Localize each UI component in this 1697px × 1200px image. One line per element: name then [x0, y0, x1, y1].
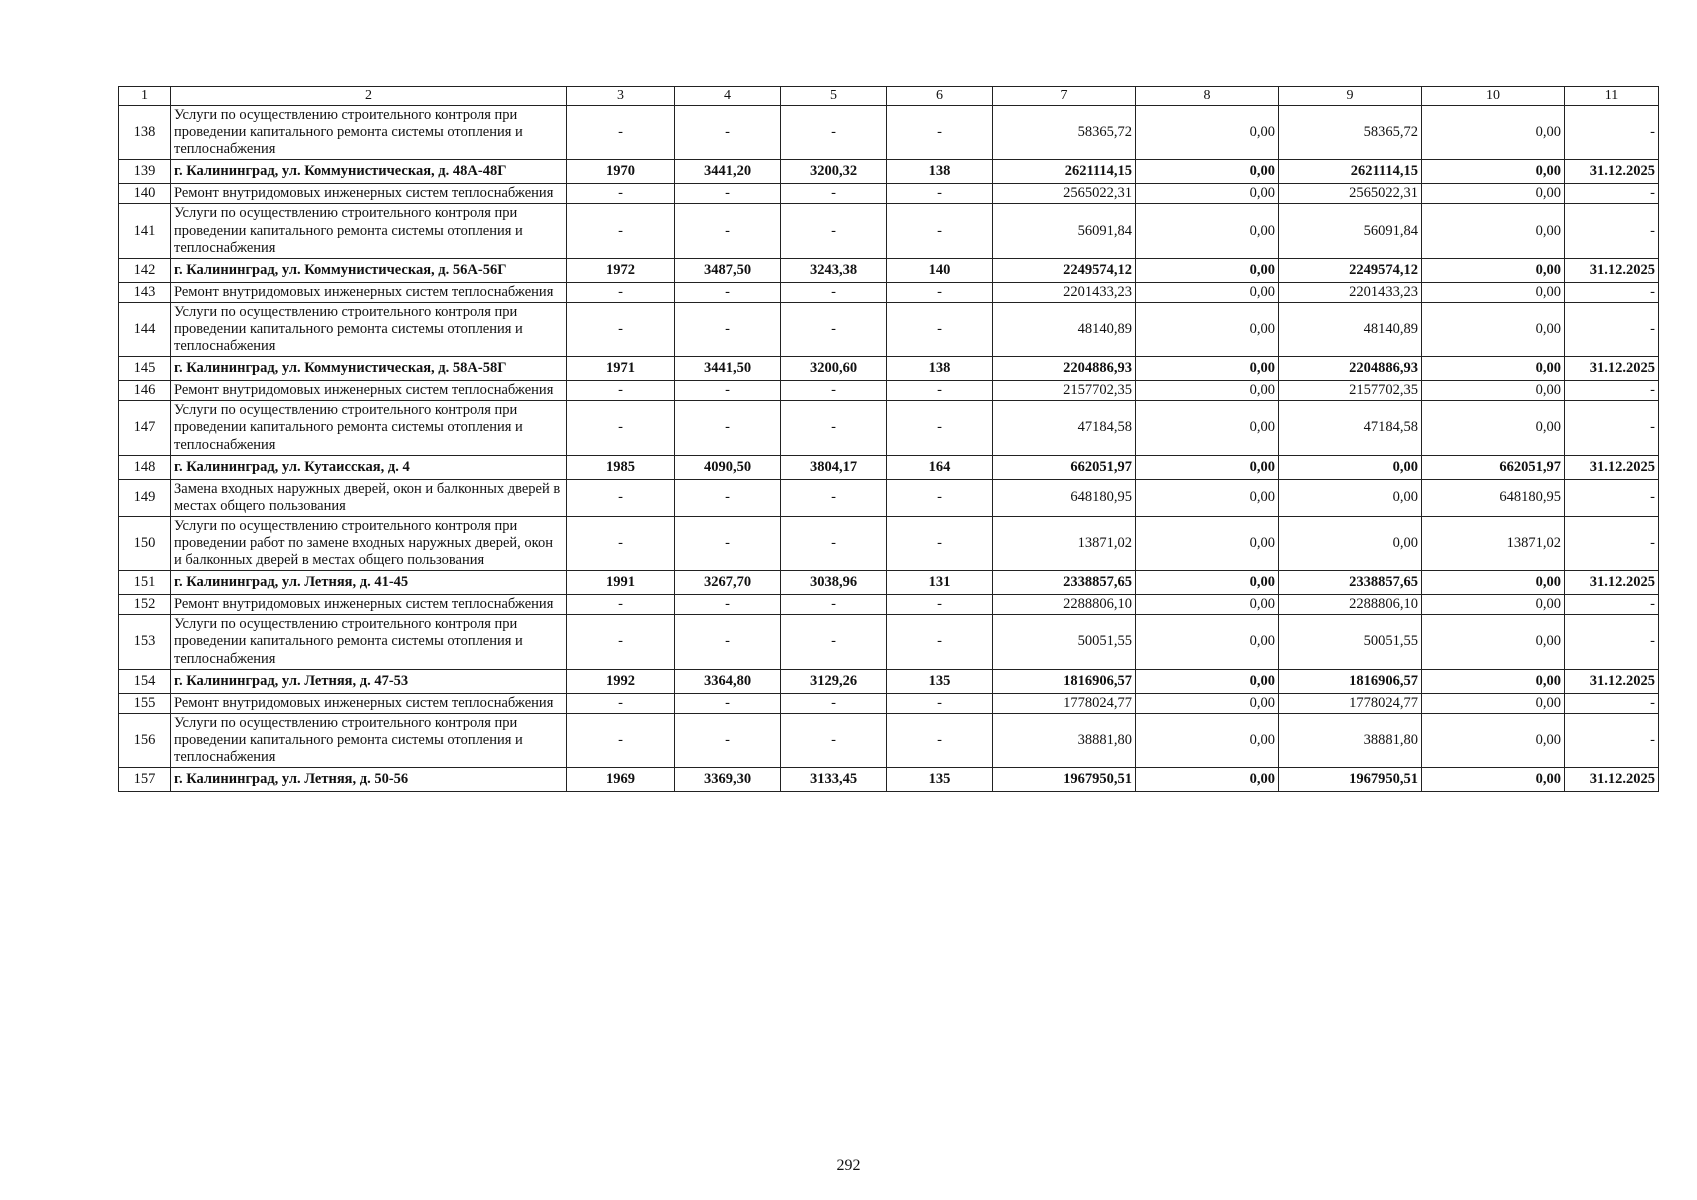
cell-deadline: 31.12.2025	[1565, 357, 1659, 381]
table-row	[119, 455, 1659, 479]
cell-cost-total: 2621114,15	[993, 160, 1136, 184]
table-row	[119, 516, 1659, 570]
row-name: Услуги по осуществлению строительного контроля при проведении капитального ремонта системы отопления и теплоснабжения	[171, 401, 567, 455]
row-name: Услуги по осуществлению строительного контроля при проведении работ по замене входных наружных дверей, окон и балконных дверей в местах общего пользования	[171, 516, 567, 570]
cell-deadline: 31.12.2025	[1565, 258, 1659, 282]
cell-cost-total: 48140,89	[993, 302, 1136, 356]
cell-area-living: -	[781, 693, 887, 713]
cell-area-total: -	[675, 302, 781, 356]
row-number: 146	[119, 381, 171, 401]
cell-deadline: -	[1565, 615, 1659, 669]
cell-cost-10: 648180,95	[1422, 479, 1565, 516]
row-number: 155	[119, 693, 171, 713]
cell-area-total: -	[675, 615, 781, 669]
cell-area-total: -	[675, 595, 781, 615]
cell-year: 1972	[567, 258, 675, 282]
cell-cost-10: 0,00	[1422, 381, 1565, 401]
table-row	[119, 184, 1659, 204]
row-number: 157	[119, 768, 171, 792]
cell-year: -	[567, 381, 675, 401]
cell-year: -	[567, 184, 675, 204]
cell-deadline: -	[1565, 693, 1659, 713]
column-header: 5	[781, 87, 887, 106]
row-number: 140	[119, 184, 171, 204]
cell-area-total: -	[675, 184, 781, 204]
cell-area-living: -	[781, 595, 887, 615]
row-name: Ремонт внутридомовых инженерных систем теплоснабжения	[171, 184, 567, 204]
row-name: Услуги по осуществлению строительного контроля при проведении капитального ремонта системы отопления и теплоснабжения	[171, 106, 567, 160]
cell-cost-9: 38881,80	[1279, 713, 1422, 767]
cell-area-total: -	[675, 479, 781, 516]
cell-cost-10: 13871,02	[1422, 516, 1565, 570]
cell-cost-10: 662051,97	[1422, 455, 1565, 479]
cell-year: -	[567, 106, 675, 160]
row-name: Замена входных наружных дверей, окон и балконных дверей в местах общего пользования	[171, 479, 567, 516]
cell-area-living: -	[781, 204, 887, 258]
cell-cost-10: 0,00	[1422, 615, 1565, 669]
cell-deadline: -	[1565, 595, 1659, 615]
cell-residents: -	[887, 282, 993, 302]
column-header: 4	[675, 87, 781, 106]
cell-area-living: -	[781, 401, 887, 455]
cell-area-total: -	[675, 693, 781, 713]
row-name: г. Калининград, ул. Кутаисская, д. 4	[171, 455, 567, 479]
cell-cost-9: 56091,84	[1279, 204, 1422, 258]
cell-year: 1985	[567, 455, 675, 479]
column-header: 9	[1279, 87, 1422, 106]
cell-cost-10: 0,00	[1422, 184, 1565, 204]
cell-residents: -	[887, 381, 993, 401]
row-number: 142	[119, 258, 171, 282]
row-name: Услуги по осуществлению строительного контроля при проведении капитального ремонта системы отопления и теплоснабжения	[171, 204, 567, 258]
cell-cost-9: 0,00	[1279, 455, 1422, 479]
table-row	[119, 669, 1659, 693]
cell-residents: 135	[887, 768, 993, 792]
cell-area-total: -	[675, 106, 781, 160]
cell-cost-total: 2288806,10	[993, 595, 1136, 615]
cell-deadline: -	[1565, 401, 1659, 455]
cell-cost-9: 47184,58	[1279, 401, 1422, 455]
table-row	[119, 768, 1659, 792]
table-row	[119, 479, 1659, 516]
cell-deadline: -	[1565, 516, 1659, 570]
table-row	[119, 595, 1659, 615]
cell-cost-10: 0,00	[1422, 595, 1565, 615]
cell-cost-total: 38881,80	[993, 713, 1136, 767]
cell-cost-8: 0,00	[1136, 282, 1279, 302]
cell-year: -	[567, 516, 675, 570]
cell-area-total: 3441,20	[675, 160, 781, 184]
cell-cost-total: 2338857,65	[993, 571, 1136, 595]
cell-year: -	[567, 302, 675, 356]
cell-area-total: 3364,80	[675, 669, 781, 693]
cell-area-living: -	[781, 615, 887, 669]
cell-cost-10: 0,00	[1422, 258, 1565, 282]
row-number: 143	[119, 282, 171, 302]
cell-residents: 138	[887, 160, 993, 184]
cell-cost-total: 50051,55	[993, 615, 1136, 669]
row-number: 138	[119, 106, 171, 160]
cell-residents: -	[887, 479, 993, 516]
cell-area-total: 3369,30	[675, 768, 781, 792]
cell-cost-10: 0,00	[1422, 106, 1565, 160]
cell-area-living: -	[781, 282, 887, 302]
cell-year: -	[567, 615, 675, 669]
row-number: 141	[119, 204, 171, 258]
table-row	[119, 615, 1659, 669]
cell-area-living: 3243,38	[781, 258, 887, 282]
row-name: Ремонт внутридомовых инженерных систем теплоснабжения	[171, 693, 567, 713]
cell-area-total: 4090,50	[675, 455, 781, 479]
cell-cost-9: 1816906,57	[1279, 669, 1422, 693]
cell-area-living: -	[781, 381, 887, 401]
cell-deadline: -	[1565, 184, 1659, 204]
cell-cost-9: 2621114,15	[1279, 160, 1422, 184]
row-name: г. Калининград, ул. Коммунистическая, д. 58А-58Г	[171, 357, 567, 381]
cell-cost-9: 1778024,77	[1279, 693, 1422, 713]
cell-deadline: 31.12.2025	[1565, 571, 1659, 595]
cell-area-total: -	[675, 282, 781, 302]
row-number: 145	[119, 357, 171, 381]
cell-cost-8: 0,00	[1136, 184, 1279, 204]
row-number: 144	[119, 302, 171, 356]
table-row	[119, 258, 1659, 282]
cell-residents: 164	[887, 455, 993, 479]
row-name: Ремонт внутридомовых инженерных систем теплоснабжения	[171, 381, 567, 401]
cell-deadline: -	[1565, 381, 1659, 401]
cell-area-total: 3487,50	[675, 258, 781, 282]
cell-cost-10: 0,00	[1422, 401, 1565, 455]
column-header: 8	[1136, 87, 1279, 106]
cell-deadline: 31.12.2025	[1565, 160, 1659, 184]
cell-cost-10: 0,00	[1422, 282, 1565, 302]
cell-cost-total: 662051,97	[993, 455, 1136, 479]
table-row	[119, 381, 1659, 401]
cell-area-living: -	[781, 302, 887, 356]
cell-cost-8: 0,00	[1136, 160, 1279, 184]
row-name: г. Калининград, ул. Коммунистическая, д. 48А-48Г	[171, 160, 567, 184]
cell-area-total: -	[675, 401, 781, 455]
table-row	[119, 282, 1659, 302]
cell-cost-8: 0,00	[1136, 615, 1279, 669]
cell-residents: -	[887, 693, 993, 713]
cell-year: 1969	[567, 768, 675, 792]
table-row	[119, 571, 1659, 595]
row-name: г. Калининград, ул. Летняя, д. 47-53	[171, 669, 567, 693]
cell-area-living: 3804,17	[781, 455, 887, 479]
table-row	[119, 357, 1659, 381]
cell-cost-9: 1967950,51	[1279, 768, 1422, 792]
cell-area-total: -	[675, 516, 781, 570]
cell-deadline: -	[1565, 302, 1659, 356]
cell-year: -	[567, 401, 675, 455]
column-header: 10	[1422, 87, 1565, 106]
cell-cost-8: 0,00	[1136, 669, 1279, 693]
cell-cost-8: 0,00	[1136, 357, 1279, 381]
row-name: Ремонт внутридомовых инженерных систем теплоснабжения	[171, 595, 567, 615]
cell-deadline: 31.12.2025	[1565, 768, 1659, 792]
cell-cost-8: 0,00	[1136, 455, 1279, 479]
cell-cost-10: 0,00	[1422, 713, 1565, 767]
cell-year: -	[567, 282, 675, 302]
row-number: 148	[119, 455, 171, 479]
cell-area-living: 3133,45	[781, 768, 887, 792]
cell-year: -	[567, 204, 675, 258]
cell-cost-8: 0,00	[1136, 768, 1279, 792]
cell-deadline: -	[1565, 282, 1659, 302]
cell-deadline: 31.12.2025	[1565, 669, 1659, 693]
table-row	[119, 713, 1659, 767]
cell-cost-8: 0,00	[1136, 381, 1279, 401]
cell-cost-10: 0,00	[1422, 357, 1565, 381]
cell-year: 1991	[567, 571, 675, 595]
header-row	[119, 87, 1659, 106]
cell-deadline: -	[1565, 479, 1659, 516]
cell-cost-total: 56091,84	[993, 204, 1136, 258]
cell-cost-10: 0,00	[1422, 571, 1565, 595]
cell-cost-total: 1816906,57	[993, 669, 1136, 693]
cell-cost-9: 50051,55	[1279, 615, 1422, 669]
table-row	[119, 302, 1659, 356]
cell-area-living: -	[781, 516, 887, 570]
cell-cost-9: 2338857,65	[1279, 571, 1422, 595]
cell-cost-9: 2157702,35	[1279, 381, 1422, 401]
table-row	[119, 401, 1659, 455]
column-header: 11	[1565, 87, 1659, 106]
cell-cost-total: 1967950,51	[993, 768, 1136, 792]
cell-year: 1970	[567, 160, 675, 184]
cell-area-total: -	[675, 204, 781, 258]
cell-year: -	[567, 693, 675, 713]
cell-residents: 140	[887, 258, 993, 282]
cell-area-total: -	[675, 381, 781, 401]
row-number: 156	[119, 713, 171, 767]
row-number: 152	[119, 595, 171, 615]
cell-residents: -	[887, 204, 993, 258]
column-header: 7	[993, 87, 1136, 106]
cell-cost-8: 0,00	[1136, 106, 1279, 160]
cell-deadline: -	[1565, 204, 1659, 258]
cell-cost-8: 0,00	[1136, 693, 1279, 713]
cell-deadline: -	[1565, 713, 1659, 767]
cell-cost-8: 0,00	[1136, 258, 1279, 282]
row-name: Услуги по осуществлению строительного контроля при проведении капитального ремонта системы отопления и теплоснабжения	[171, 615, 567, 669]
cell-cost-9: 2201433,23	[1279, 282, 1422, 302]
table-row	[119, 204, 1659, 258]
cell-residents: -	[887, 106, 993, 160]
cell-cost-9: 2204886,93	[1279, 357, 1422, 381]
cell-area-total: 3441,50	[675, 357, 781, 381]
cell-area-living: -	[781, 106, 887, 160]
cell-area-living: 3200,32	[781, 160, 887, 184]
cell-cost-9: 0,00	[1279, 516, 1422, 570]
row-name: г. Калининград, ул. Летняя, д. 50-56	[171, 768, 567, 792]
cell-residents: -	[887, 302, 993, 356]
table-row	[119, 160, 1659, 184]
cell-cost-8: 0,00	[1136, 204, 1279, 258]
column-header: 3	[567, 87, 675, 106]
row-name: Услуги по осуществлению строительного контроля при проведении капитального ремонта системы отопления и теплоснабжения	[171, 302, 567, 356]
cell-cost-10: 0,00	[1422, 302, 1565, 356]
cell-cost-total: 13871,02	[993, 516, 1136, 570]
cell-cost-10: 0,00	[1422, 693, 1565, 713]
cell-area-living: -	[781, 479, 887, 516]
cell-residents: -	[887, 615, 993, 669]
cell-residents: 135	[887, 669, 993, 693]
table-row	[119, 693, 1659, 713]
cell-area-total: 3267,70	[675, 571, 781, 595]
cell-residents: -	[887, 516, 993, 570]
table-row	[119, 106, 1659, 160]
cell-area-living: -	[781, 184, 887, 204]
cell-cost-8: 0,00	[1136, 479, 1279, 516]
cell-cost-total: 648180,95	[993, 479, 1136, 516]
works-table	[118, 86, 1659, 792]
column-header: 6	[887, 87, 993, 106]
cell-cost-total: 1778024,77	[993, 693, 1136, 713]
row-name: Ремонт внутридомовых инженерных систем теплоснабжения	[171, 282, 567, 302]
cell-residents: -	[887, 401, 993, 455]
cell-area-living: 3038,96	[781, 571, 887, 595]
row-name: г. Калининград, ул. Летняя, д. 41-45	[171, 571, 567, 595]
cell-residents: -	[887, 713, 993, 767]
row-name: г. Калининград, ул. Коммунистическая, д. 56А-56Г	[171, 258, 567, 282]
cell-cost-10: 0,00	[1422, 768, 1565, 792]
cell-year: 1971	[567, 357, 675, 381]
cell-cost-8: 0,00	[1136, 571, 1279, 595]
cell-cost-total: 2201433,23	[993, 282, 1136, 302]
cell-cost-10: 0,00	[1422, 204, 1565, 258]
column-header: 1	[119, 87, 171, 106]
cell-area-total: -	[675, 713, 781, 767]
row-number: 153	[119, 615, 171, 669]
cell-year: -	[567, 479, 675, 516]
cell-cost-total: 58365,72	[993, 106, 1136, 160]
cell-area-living: 3129,26	[781, 669, 887, 693]
cell-cost-9: 2288806,10	[1279, 595, 1422, 615]
cell-cost-9: 2565022,31	[1279, 184, 1422, 204]
row-number: 139	[119, 160, 171, 184]
row-number: 149	[119, 479, 171, 516]
column-header: 2	[171, 87, 567, 106]
cell-cost-total: 2249574,12	[993, 258, 1136, 282]
row-number: 150	[119, 516, 171, 570]
cell-cost-8: 0,00	[1136, 595, 1279, 615]
cell-cost-9: 58365,72	[1279, 106, 1422, 160]
cell-cost-8: 0,00	[1136, 516, 1279, 570]
row-number: 151	[119, 571, 171, 595]
cell-deadline: 31.12.2025	[1565, 455, 1659, 479]
cell-residents: -	[887, 595, 993, 615]
cell-area-living: 3200,60	[781, 357, 887, 381]
cell-year: -	[567, 713, 675, 767]
cell-deadline: -	[1565, 106, 1659, 160]
page-number: 292	[836, 1157, 861, 1174]
cell-cost-10: 0,00	[1422, 669, 1565, 693]
cell-year: 1992	[567, 669, 675, 693]
cell-cost-total: 2157702,35	[993, 381, 1136, 401]
row-number: 154	[119, 669, 171, 693]
cell-cost-8: 0,00	[1136, 713, 1279, 767]
row-name: Услуги по осуществлению строительного контроля при проведении капитального ремонта системы отопления и теплоснабжения	[171, 713, 567, 767]
cell-residents: 131	[887, 571, 993, 595]
cell-residents: -	[887, 184, 993, 204]
cell-cost-total: 2565022,31	[993, 184, 1136, 204]
cell-area-living: -	[781, 713, 887, 767]
row-number: 147	[119, 401, 171, 455]
cell-year: -	[567, 595, 675, 615]
cell-cost-9: 48140,89	[1279, 302, 1422, 356]
cell-cost-total: 2204886,93	[993, 357, 1136, 381]
cell-cost-9: 0,00	[1279, 479, 1422, 516]
cell-residents: 138	[887, 357, 993, 381]
cell-cost-8: 0,00	[1136, 401, 1279, 455]
cell-cost-10: 0,00	[1422, 160, 1565, 184]
cell-cost-9: 2249574,12	[1279, 258, 1422, 282]
table-body	[119, 106, 1659, 792]
cell-cost-8: 0,00	[1136, 302, 1279, 356]
cell-cost-total: 47184,58	[993, 401, 1136, 455]
